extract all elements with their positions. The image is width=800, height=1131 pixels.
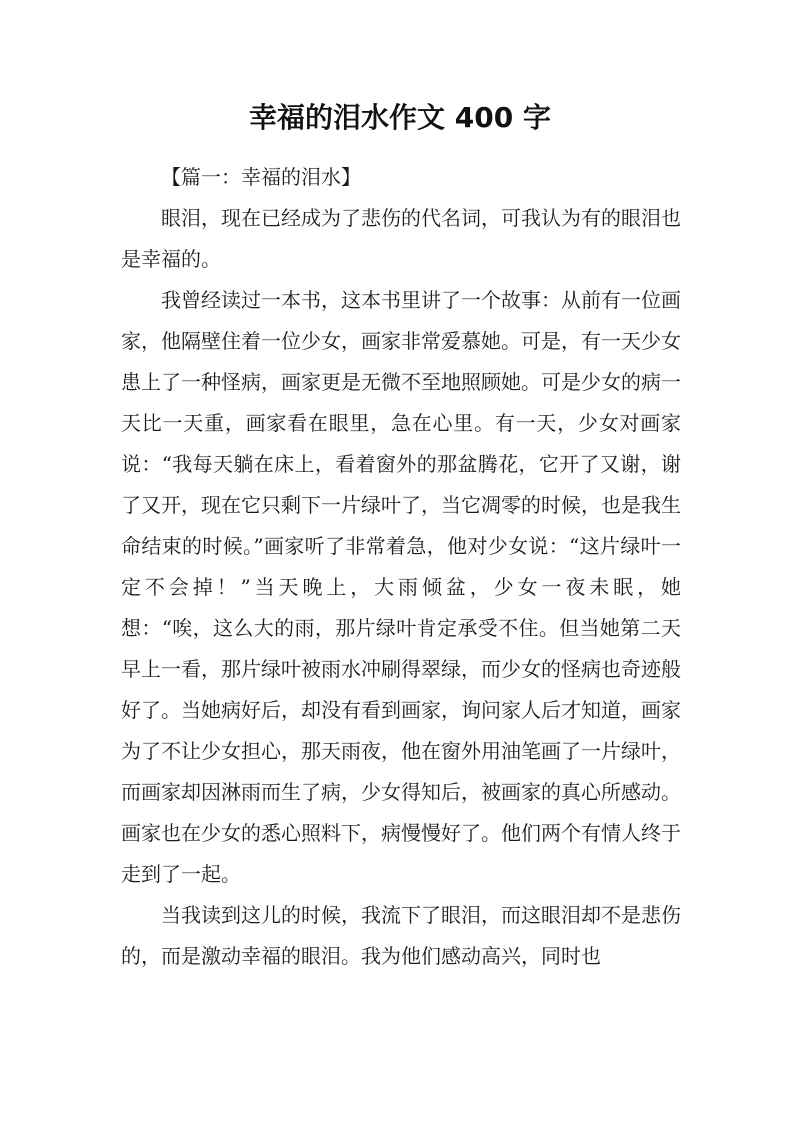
document-title: 幸福的泪水作文 400 字 [249, 101, 551, 134]
paragraph: 我曾经读过一本书，这本书里讲了一个故事：从前有一位画家，他隔壁住着一位少女，画家非常爱慕她。可是，有一天少女患上了一种怪病，画家更是无微不至地照顾她。可是少女的病一天比一天重，画家看在眼里，急在心里。有一天，少女对画家说：“我每天躺在床上，看着窗外的那盆腾花，它开了又谢，谢了又开，现在它只剩下一片绿叶了，当它凋零的时候，也是我生命结束的时候。”画家听了非常着急，他对少女说：“这片绿叶一定不会掉！”当天晚上，大雨倾盆，少女一夜未眠，她想：“唉，这么大的雨，那片绿叶肯定承受不住。但当她第二天早上一看，那片绿叶被雨水冲刷得翠绿，而少女的怪病也奇迹般好了。当她病好后，却没有看到画家，询问家人后才知道，画家为了不让少女担心，那天雨夜，他在窗外用油笔画了一片绿叶，而画家却因淋雨而生了病，少女得知后，被画家的真心所感动。画家也在少女的悉心照料下，病慢慢好了。他们两个有情人终于走到了一起。 [121, 288, 681, 886]
paragraph: 当我读到这儿的时候，我流下了眼泪，而这眼泪却不是悲伤的，而是激动幸福的眼泪。我为他们感动高兴，同时也 [121, 903, 681, 968]
document-body [121, 157, 681, 977]
section-heading: 【篇一：幸福的泪水】 [161, 165, 361, 189]
paragraph: 眼泪，现在已经成为了悲伤的代名词，可我认为有的眼泪也是幸福的。 [121, 206, 681, 271]
